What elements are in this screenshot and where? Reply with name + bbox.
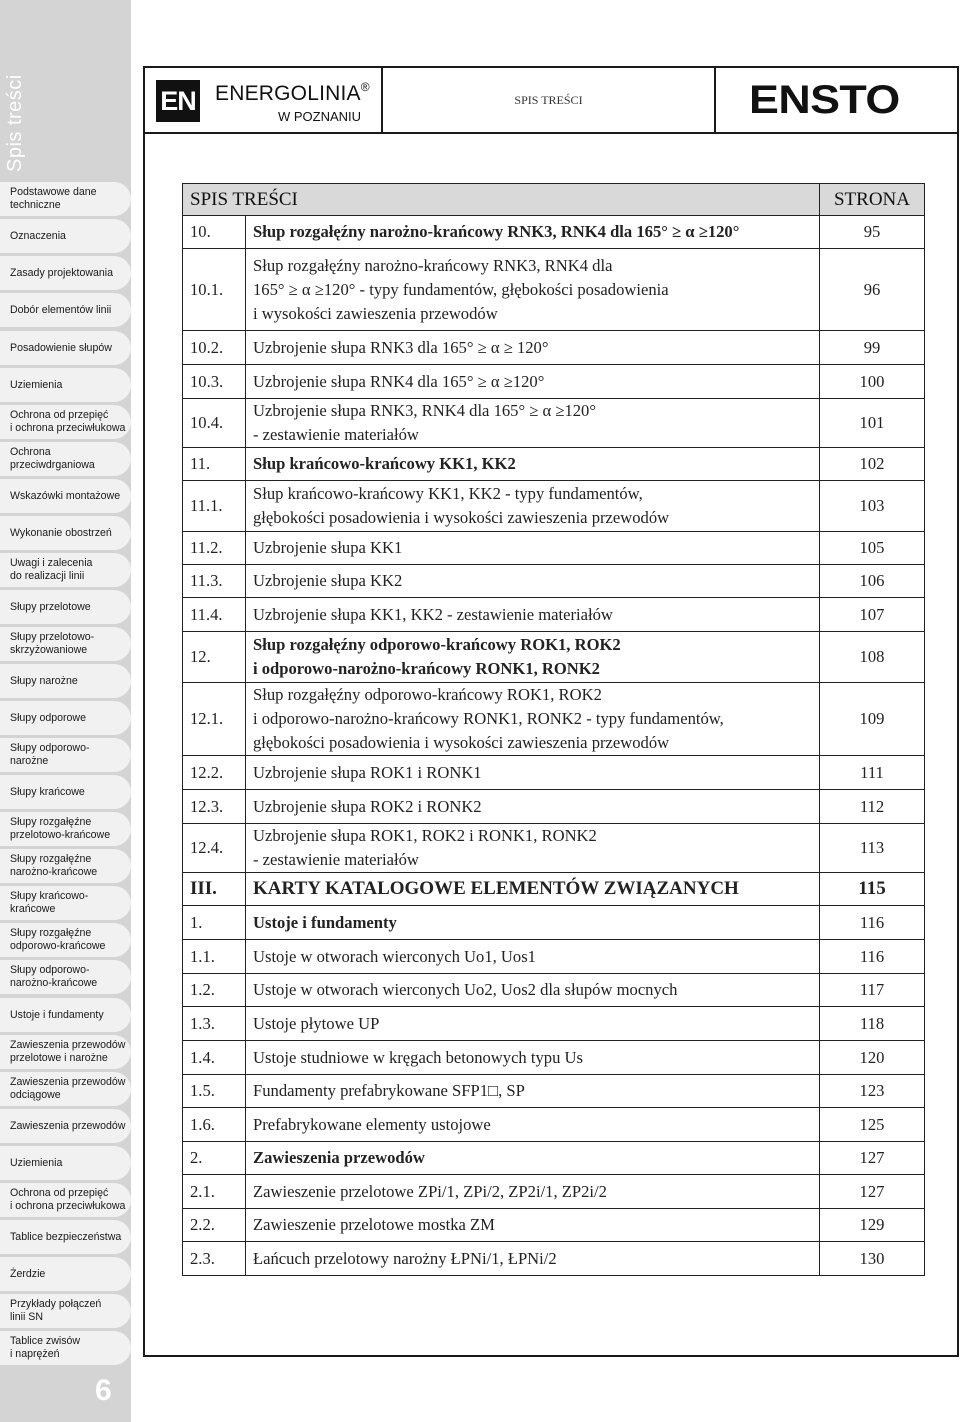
toc-row-number: 10.4.: [183, 399, 246, 448]
toc-header-title: SPIS TREŚCI: [183, 184, 820, 216]
sidebar-tab[interactable]: [0, 812, 131, 846]
sidebar-tab-label: Słupy krańcowo- krańcowe: [10, 890, 89, 915]
toc-row-title: KARTY KATALOGOWE ELEMENTÓW ZWIĄZANYCH: [246, 873, 820, 906]
toc-row-title: Zawieszenie przelotowe ZPi/1, ZPi/2, ZP2i/1, ZP2i/2: [246, 1175, 820, 1209]
toc-row-title: Uzbrojenie słupa KK1: [246, 532, 820, 565]
toc-row-number: 11.: [183, 448, 246, 481]
toc-row-title: Uzbrojenie słupa RNK3 dla 165° ≥ α ≥ 120°: [246, 331, 820, 365]
page-number: 6: [95, 1374, 112, 1407]
toc-row-title: Prefabrykowane elementy ustojowe: [246, 1108, 820, 1142]
sidebar-tab-label: Uwagi i zalecenia do realizacji linii: [10, 557, 93, 582]
toc-row-number: 11.2.: [183, 532, 246, 565]
toc-row-page: 96: [820, 249, 925, 331]
sidebar-tab-label: Posadowienie słupów: [10, 341, 112, 354]
toc-row-title: Uzbrojenie słupa ROK2 i RONK2: [246, 790, 820, 824]
toc-row[interactable]: [183, 399, 925, 448]
sidebar-tab[interactable]: [0, 553, 131, 587]
toc-row-page: 127: [820, 1142, 925, 1175]
sidebar-tab-label: Zasady projektowania: [10, 266, 114, 279]
toc-row-title: Uzbrojenie słupa RNK3, RNK4 dla 165° ≥ α ≥120° - zestawienie materiałów: [246, 399, 820, 448]
toc-row-page: 109: [820, 683, 925, 756]
toc-row[interactable]: [183, 632, 925, 683]
toc-row-page: 118: [820, 1007, 925, 1041]
sidebar-tab-label: Ochrona od przepięć i ochrona przeciwłukowa: [10, 1187, 126, 1212]
toc-row-page: 120: [820, 1041, 925, 1075]
sidebar-title: Spis treści: [4, 74, 26, 172]
toc-row[interactable]: [183, 1242, 925, 1276]
sidebar-tab-label: Słupy narożne: [10, 674, 78, 687]
sidebar-tab[interactable]: [0, 1109, 131, 1143]
brand-logo-cell: [716, 68, 957, 132]
toc-row-page: 106: [820, 565, 925, 598]
sidebar-tab-label: Żerdzie: [10, 1267, 46, 1280]
toc-row-title: Ustoje w otworach wierconych Uo2, Uos2 dla słupów mocnych: [246, 974, 820, 1007]
toc-row-page: 107: [820, 598, 925, 632]
toc-row-page: 111: [820, 756, 925, 790]
toc-row-title: Słup krańcowo-krańcowy KK1, KK2 - typy fundamentów, głębokości posadowienia i wysokości zawieszenia przewodów: [246, 481, 820, 532]
toc-row-number: 2.2.: [183, 1209, 246, 1242]
toc-row-title: Ustoje studniowe w kręgach betonowych typu Us: [246, 1041, 820, 1075]
toc-row-title: Uzbrojenie słupa ROK1 i RONK1: [246, 756, 820, 790]
toc-row-number: 1.: [183, 906, 246, 940]
toc-row[interactable]: [183, 365, 925, 399]
toc-row-number: 1.1.: [183, 940, 246, 974]
sidebar-tab[interactable]: [0, 1072, 131, 1106]
toc-row-number: 1.2.: [183, 974, 246, 1007]
toc-row[interactable]: [183, 1142, 925, 1175]
sidebar-tab[interactable]: [0, 923, 131, 957]
toc-row-number: 12.: [183, 632, 246, 683]
toc-row-title: Uzbrojenie słupa KK2: [246, 565, 820, 598]
company-logo-mark: EN: [156, 80, 200, 122]
toc-row-title: Słup rozgałęźny narożno-krańcowy RNK3, RNK4 dla 165° ≥ α ≥120°: [246, 216, 820, 249]
toc-row-number: III.: [183, 873, 246, 906]
sidebar-tab-label: Wskazówki montażowe: [10, 489, 121, 502]
toc-row-title: Słup krańcowo-krańcowy KK1, KK2: [246, 448, 820, 481]
toc-row-page: 127: [820, 1175, 925, 1209]
toc-row-page: 95: [820, 216, 925, 249]
toc-row-title: Słup rozgałęźny narożno-krańcowy RNK3, RNK4 dla 165° ≥ α ≥120° - typy fundamentów, głębokości posadowienia i wysokości zawieszenia przewodów: [246, 249, 820, 331]
sidebar-tab-label: Wykonanie obostrzeń: [10, 526, 112, 539]
toc-row[interactable]: [183, 974, 925, 1007]
sidebar-tab-label: Słupy przelotowe: [10, 600, 91, 613]
toc-row-title: Łańcuch przelotowy narożny ŁPNi/1, ŁPNi/2: [246, 1242, 820, 1276]
toc-row-number: 12.1.: [183, 683, 246, 756]
toc-row[interactable]: [183, 532, 925, 565]
toc-row-title: Zawieszenie przelotowe mostka ZM: [246, 1209, 820, 1242]
sidebar-tab-label: Słupy rozgałęźne przelotowo-krańcowe: [10, 816, 111, 841]
toc-row-number: 2.: [183, 1142, 246, 1175]
sidebar-tab[interactable]: [0, 849, 131, 883]
toc-row-page: 130: [820, 1242, 925, 1276]
toc-row[interactable]: [183, 565, 925, 598]
sidebar-tab[interactable]: [0, 256, 131, 290]
toc-row[interactable]: [183, 1041, 925, 1075]
toc-row-page: 102: [820, 448, 925, 481]
toc-row-number: 10.2.: [183, 331, 246, 365]
sidebar-tab-label: Podstawowe dane techniczne: [10, 186, 97, 211]
sidebar-tab-label: Oznaczenia: [10, 229, 66, 242]
toc-header-page: STRONA: [820, 184, 925, 216]
toc-row-number: 12.4.: [183, 824, 246, 873]
sidebar-tab[interactable]: [0, 627, 131, 661]
toc-row-number: 12.3.: [183, 790, 246, 824]
toc-row-page: 129: [820, 1209, 925, 1242]
toc-row-number: 11.3.: [183, 565, 246, 598]
toc-row-page: 116: [820, 906, 925, 940]
sidebar-tab-label: Tablice zwisów i naprężeń: [10, 1335, 81, 1360]
toc-row-title: Uzbrojenie słupa RNK4 dla 165° ≥ α ≥120°: [246, 365, 820, 399]
sidebar-tab[interactable]: [0, 1220, 131, 1254]
toc-header-row: [183, 184, 925, 216]
toc-row-number: 11.4.: [183, 598, 246, 632]
sidebar-tab-label: Ustoje i fundamenty: [10, 1008, 104, 1021]
toc-row-page: 99: [820, 331, 925, 365]
sidebar-tab[interactable]: [0, 331, 131, 365]
toc-row[interactable]: [183, 331, 925, 365]
company-logo-cell: [145, 68, 383, 132]
toc-row[interactable]: [183, 249, 925, 331]
toc-row-title: Słup rozgałęźny odporowo-krańcowy ROK1, ROK2 i odporowo-narożno-krańcowy RONK1, RONK2: [246, 632, 820, 683]
sidebar-tab-label: Tablice bezpieczeństwa: [10, 1230, 122, 1243]
sidebar-tab[interactable]: [0, 701, 131, 735]
toc-row[interactable]: [183, 1007, 925, 1041]
sidebar-tab-label: Słupy odporowo-narożne: [10, 742, 90, 767]
sidebar-tab-label: Uziemienia: [10, 1156, 63, 1169]
page-header: [145, 68, 957, 134]
toc-row-title: Ustoje w otworach wierconych Uo1, Uos1: [246, 940, 820, 974]
company-name-text: ENERGOLINIA: [215, 82, 361, 105]
sidebar-tab-label: Ochrona przeciwdrganiowa: [10, 446, 95, 471]
sidebar-tab-label: Słupy krańcowe: [10, 785, 85, 798]
sidebar-tab[interactable]: [0, 1035, 131, 1069]
sidebar-tab[interactable]: [0, 219, 131, 253]
sidebar-tab-label: Uziemienia: [10, 378, 63, 391]
toc-row-page: 125: [820, 1108, 925, 1142]
toc-row-number: 2.1.: [183, 1175, 246, 1209]
sidebar-tab[interactable]: [0, 368, 131, 402]
sidebar-tab[interactable]: [0, 738, 131, 772]
sidebar-tab[interactable]: [0, 182, 131, 216]
toc-row[interactable]: [183, 1108, 925, 1142]
toc-row-page: 100: [820, 365, 925, 399]
toc-row-number: 1.4.: [183, 1041, 246, 1075]
toc-body: [183, 216, 925, 1276]
toc-row-number: 10.: [183, 216, 246, 249]
toc-row-number: 1.3.: [183, 1007, 246, 1041]
sidebar-tab-label: Zawieszenia przewodów odciągowe: [10, 1076, 126, 1101]
company-city: W POZNANIU: [278, 109, 362, 124]
toc-row-number: 2.3.: [183, 1242, 246, 1276]
toc-table: [182, 183, 925, 1276]
sidebar-tab[interactable]: [0, 293, 131, 327]
sidebar-tab[interactable]: [0, 516, 131, 550]
sidebar-tab[interactable]: [0, 442, 131, 476]
toc-row-number: 12.2.: [183, 756, 246, 790]
sidebar-tab-label: Słupy rozgałęźne odporowo-krańcowe: [10, 927, 106, 952]
toc-row-number: 10.3.: [183, 365, 246, 399]
toc-row[interactable]: [183, 756, 925, 790]
toc-row-page: 116: [820, 940, 925, 974]
sidebar-tab[interactable]: [0, 1257, 131, 1291]
toc-row-page: 117: [820, 974, 925, 1007]
toc-row-number: 1.5.: [183, 1075, 246, 1108]
sidebar-tab[interactable]: [0, 960, 131, 994]
toc-row-title: Ustoje płytowe UP: [246, 1007, 820, 1041]
sidebar-tab[interactable]: [0, 775, 131, 809]
sidebar-tab-label: Słupy rozgałęźne narożno-krańcowe: [10, 853, 98, 878]
sidebar-tab-label: Słupy przelotowo- skrzyżowaniowe: [10, 631, 95, 656]
toc-row-title: Słup rozgałęźny odporowo-krańcowy ROK1, ROK2 i odporowo-narożno-krańcowy RONK1, RONK2 - typy fundamentów, głębokości posadowienia i wysokości zawieszenia przewodów: [246, 683, 820, 756]
sidebar-tab[interactable]: [0, 998, 131, 1032]
company-name: [215, 82, 370, 106]
toc-row[interactable]: [183, 481, 925, 532]
toc-row-title: Zawieszenia przewodów: [246, 1142, 820, 1175]
sidebar-tab[interactable]: [0, 1183, 131, 1217]
toc-row-number: 10.1.: [183, 249, 246, 331]
sidebar-tab-label: Zawieszenia przewodów: [10, 1119, 126, 1132]
toc-row-page: 101: [820, 399, 925, 448]
toc-row-page: 103: [820, 481, 925, 532]
toc-row[interactable]: [183, 824, 925, 873]
sidebar-tab-label: Słupy odporowo- narożno-krańcowe: [10, 964, 98, 989]
sidebar-tab[interactable]: [0, 479, 131, 513]
sidebar-tab[interactable]: [0, 664, 131, 698]
toc-row[interactable]: [183, 1209, 925, 1242]
toc-row-number: 1.6.: [183, 1108, 246, 1142]
toc-row-title: Ustoje i fundamenty: [246, 906, 820, 940]
toc-row-title: Uzbrojenie słupa KK1, KK2 - zestawienie materiałów: [246, 598, 820, 632]
toc-row[interactable]: [183, 216, 925, 249]
toc-row-page: 113: [820, 824, 925, 873]
sidebar-tab[interactable]: [0, 1146, 131, 1180]
sidebar-tab-label: Zawieszenia przewodów przelotowe i narożne: [10, 1039, 126, 1064]
toc-row[interactable]: [183, 1175, 925, 1209]
sidebar: [0, 0, 131, 1422]
sidebar-tab-label: Dobór elementów linii: [10, 303, 112, 316]
sidebar-tab[interactable]: [0, 405, 131, 439]
sidebar-tab-label: Przykłady połączeń linii SN: [10, 1298, 102, 1323]
sidebar-tab-label: Słupy odporowe: [10, 711, 86, 724]
toc-row-title: Uzbrojenie słupa ROK1, ROK2 i RONK1, RONK2 - zestawienie materiałów: [246, 824, 820, 873]
registered-mark: ®: [360, 80, 370, 94]
sidebar-tab[interactable]: [0, 886, 131, 920]
toc-row[interactable]: [183, 448, 925, 481]
toc-row[interactable]: [183, 683, 925, 756]
toc-row[interactable]: [183, 598, 925, 632]
toc-row-title: Fundamenty prefabrykowane SFP1□, SP: [246, 1075, 820, 1108]
toc-row-page: 123: [820, 1075, 925, 1108]
toc-row[interactable]: [183, 906, 925, 940]
toc-row[interactable]: [183, 873, 925, 906]
sidebar-tab[interactable]: [0, 1294, 131, 1328]
toc-row[interactable]: [183, 1075, 925, 1108]
toc-row-page: 108: [820, 632, 925, 683]
toc-row-page: 112: [820, 790, 925, 824]
toc-row-page: 115: [820, 873, 925, 906]
sidebar-tab[interactable]: [0, 590, 131, 624]
sidebar-tab-label: Ochrona od przepięć i ochrona przeciwłukowa: [10, 409, 126, 434]
toc-row-page: 105: [820, 532, 925, 565]
sidebar-tab[interactable]: [0, 1331, 131, 1365]
toc-row-number: 11.1.: [183, 481, 246, 532]
toc-row[interactable]: [183, 940, 925, 974]
toc-row[interactable]: [183, 790, 925, 824]
ensto-logo: ENSTO: [749, 78, 900, 122]
header-section-title: SPIS TREŚCI: [383, 68, 716, 132]
